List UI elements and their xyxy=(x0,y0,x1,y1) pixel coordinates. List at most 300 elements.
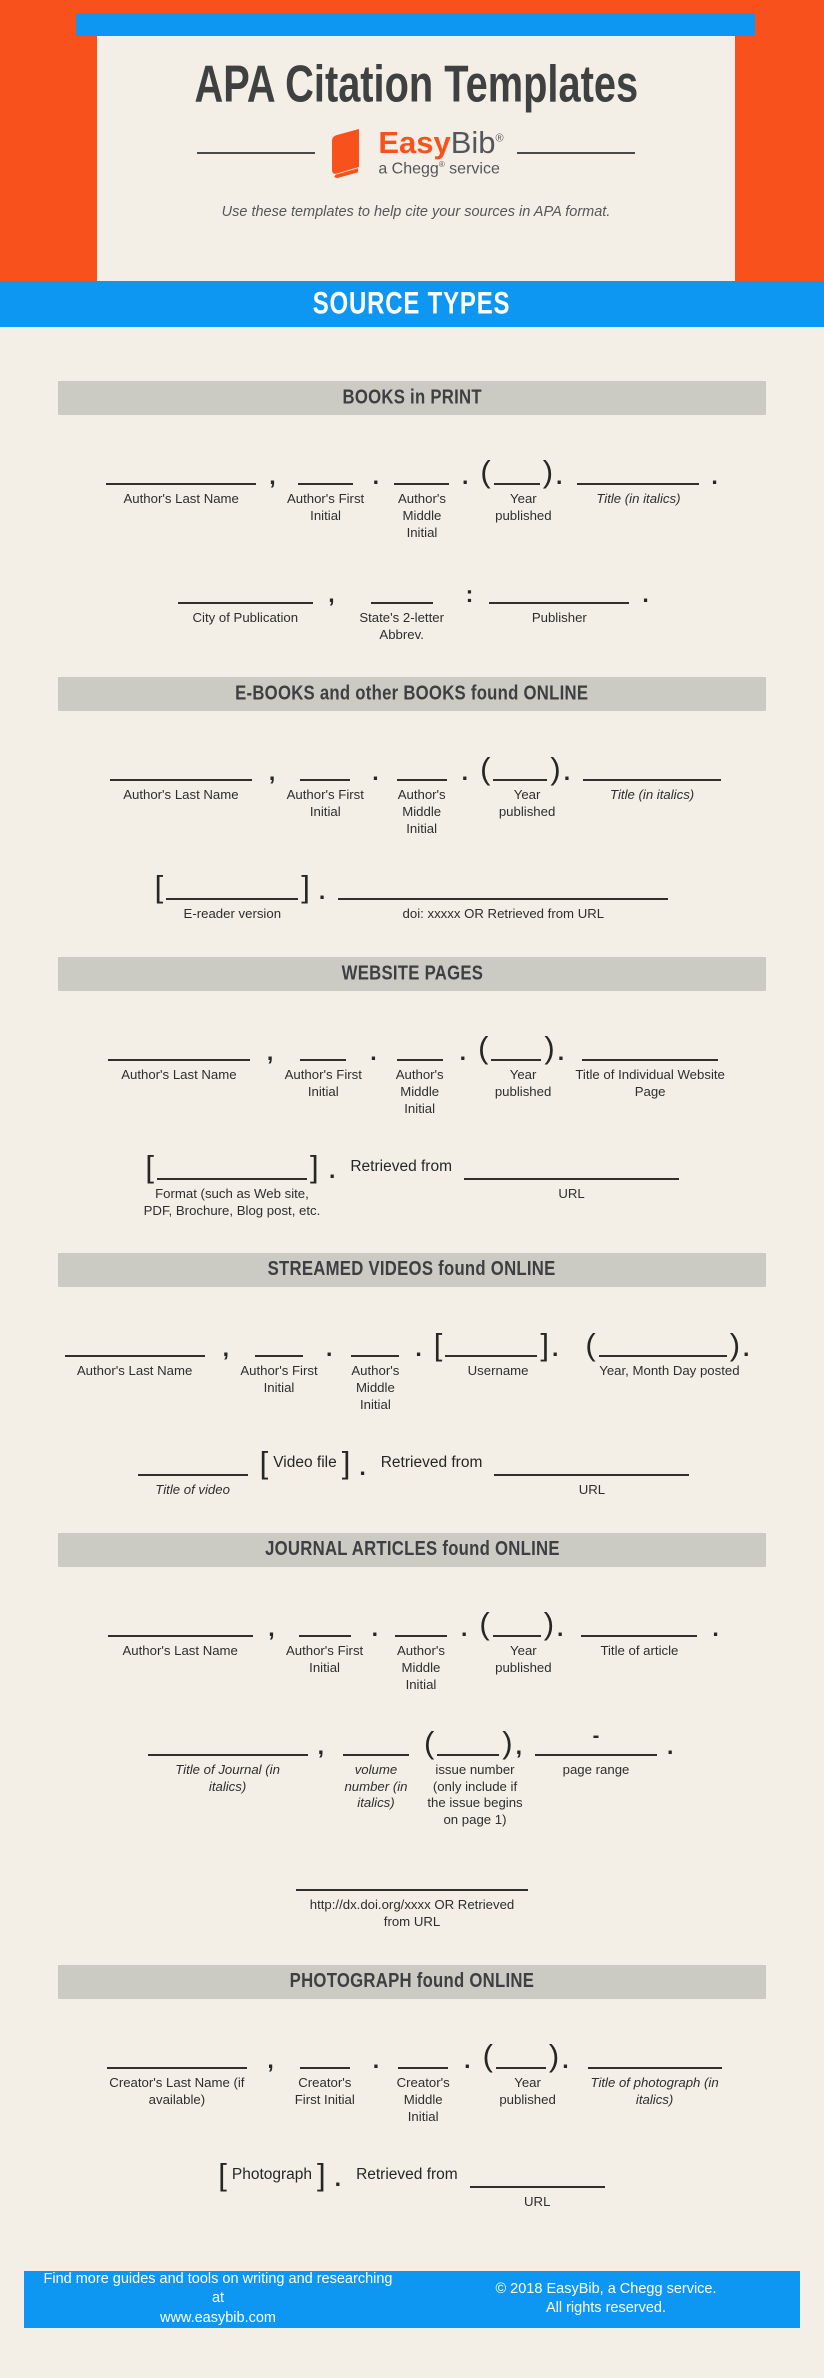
punctuation-mark: . xyxy=(460,1614,468,1641)
page-range-blank xyxy=(533,1726,659,1756)
inline-text: Video file xyxy=(273,1454,337,1472)
blank-line xyxy=(138,1474,248,1476)
bracket-glyph: ] xyxy=(309,1148,319,1184)
punctuation-mark: . xyxy=(642,581,649,608)
section-books-in-print xyxy=(58,381,766,643)
header xyxy=(0,0,824,281)
punctuation-mark: , xyxy=(267,2046,274,2073)
punctuation-mark: . xyxy=(372,462,379,489)
source-types-banner xyxy=(0,281,824,327)
template-field xyxy=(573,443,703,508)
footer-copyright: © 2018 EasyBib, a Chegg service. xyxy=(495,2280,717,2297)
template-field xyxy=(100,1595,260,1660)
field-label: URL xyxy=(578,1482,606,1498)
field-label: issue number (only include if the issue begins on page 1) xyxy=(427,1761,523,1828)
source-types-title: SOURCE TYPES xyxy=(313,286,511,321)
blank-line xyxy=(493,779,547,781)
citation-row xyxy=(58,858,766,923)
logo-bib: Bib xyxy=(450,125,496,160)
header-top-bar xyxy=(76,13,755,36)
blank-line xyxy=(343,1754,409,1756)
logo-subtitle-registered-mark: ® xyxy=(438,160,445,169)
field-label: Title of Individual Website Page xyxy=(575,1067,725,1099)
template-field xyxy=(286,739,364,821)
field-label: Title of photograph (in italics) xyxy=(590,2075,719,2107)
section-header-bar xyxy=(58,1533,766,1567)
punctuation-mark: , xyxy=(269,462,276,489)
punctuation xyxy=(326,562,339,608)
field-label: Author's First Initial xyxy=(286,787,364,820)
section-title: STREAMED VIDEOS found ONLINE xyxy=(268,1258,556,1281)
blank-line xyxy=(351,1355,399,1357)
template-field xyxy=(390,739,454,838)
blank-line xyxy=(397,1059,443,1061)
field-label: Year published xyxy=(499,2075,556,2107)
section-photograph-online xyxy=(58,1965,766,2211)
blank-line xyxy=(489,602,629,604)
punctuation-mark: . xyxy=(372,759,379,786)
punctuation-mark: . xyxy=(372,2046,380,2073)
punctuation xyxy=(371,2027,384,2073)
punctuation-mark: . xyxy=(415,1335,422,1362)
blank-line xyxy=(582,1059,718,1061)
template-field xyxy=(389,1595,453,1694)
section-title: JOURNAL ARTICLES found ONLINE xyxy=(264,1538,560,1561)
field-label: Author's Middle Initial xyxy=(395,1067,444,1116)
blank-line xyxy=(588,2067,722,2069)
blank-line xyxy=(300,2067,350,2069)
template-field xyxy=(287,443,365,525)
bracket-glyph: ( xyxy=(482,2038,493,2074)
citation-row xyxy=(58,443,766,542)
punctuation-mark: . xyxy=(461,759,469,786)
bracket-glyph: ] xyxy=(540,1326,550,1362)
punctuation xyxy=(327,1138,340,1184)
section-rows xyxy=(58,991,766,1219)
blank-line xyxy=(166,898,298,900)
template-field xyxy=(574,1595,704,1660)
citation-row xyxy=(58,1714,766,1830)
field-label: Author's Last Name xyxy=(123,491,239,506)
punctuation xyxy=(458,1019,471,1065)
sections-container xyxy=(0,327,824,2211)
field-label: Author's Last Name xyxy=(76,1363,193,1379)
punctuation xyxy=(462,2027,475,2073)
template-field xyxy=(581,739,723,804)
blank-line xyxy=(493,1635,541,1637)
punctuation-mark: . xyxy=(557,1038,565,1065)
citation-row xyxy=(58,1138,766,1220)
punctuation-mark: , xyxy=(317,1733,324,1760)
punctuation-mark: . xyxy=(743,1335,750,1362)
template-field xyxy=(101,443,261,508)
blank-line xyxy=(157,1178,307,1180)
punctuation xyxy=(413,1315,426,1362)
field-label: Year published xyxy=(498,787,556,820)
field-label: Creator's Last Name (if available) xyxy=(109,2075,245,2107)
field-label: Author's Last Name xyxy=(123,787,239,803)
blank-line xyxy=(494,1474,689,1476)
field-label: Creator's First Initial xyxy=(294,2075,355,2107)
bracket-glyph: [ xyxy=(433,1326,443,1362)
inline-text: Retrieved from xyxy=(356,2165,458,2183)
punctuation-mark: . xyxy=(562,2046,569,2073)
punctuation xyxy=(665,1714,678,1760)
template-field xyxy=(477,1019,569,1101)
template-field xyxy=(143,1138,321,1220)
template-field xyxy=(478,1595,568,1677)
citation-row xyxy=(58,1849,766,1931)
punctuation-mark: . xyxy=(325,1335,333,1362)
template-field xyxy=(377,1434,487,1476)
blank-line xyxy=(65,1355,205,1357)
blank-line xyxy=(300,1059,346,1061)
bracket-glyph: ) xyxy=(550,750,561,786)
section-title: PHOTOGRAPH found ONLINE xyxy=(289,1970,535,1993)
template-field xyxy=(133,1434,253,1499)
bracket-glyph: [ xyxy=(145,1148,154,1184)
template-field xyxy=(284,1019,362,1101)
template-field xyxy=(286,1595,364,1677)
punctuation-mark: . xyxy=(334,2165,342,2192)
template-field xyxy=(336,858,670,923)
blank-line xyxy=(535,1754,657,1756)
punctuation-mark: . xyxy=(563,759,571,786)
bracket-glyph: ) xyxy=(543,1606,555,1642)
section-journal-articles xyxy=(58,1533,766,1931)
template-field xyxy=(580,2027,730,2109)
template-field xyxy=(343,1315,407,1414)
blank-line xyxy=(299,1635,351,1637)
template-field xyxy=(285,2027,365,2109)
punctuation xyxy=(221,1315,234,1362)
punctuation xyxy=(710,1595,723,1641)
blank-line xyxy=(581,1635,697,1637)
blank-line xyxy=(108,1635,253,1637)
footer-right-text xyxy=(412,2280,800,2319)
field-label: Title of article xyxy=(600,1643,679,1659)
punctuation xyxy=(357,1434,370,1480)
field-label: Format (such as Web site, PDF, Brochure, Blog post, etc. xyxy=(143,1185,321,1218)
section-header-bar xyxy=(58,677,766,711)
template-field xyxy=(479,443,567,525)
blank-line xyxy=(464,1178,679,1180)
template-field xyxy=(533,1714,659,1779)
easybib-book-icon xyxy=(328,128,365,178)
field-label: doi: xxxxx OR Retrieved from URL xyxy=(402,906,605,922)
logo-right-rule xyxy=(517,152,635,154)
logo-registered-mark: ® xyxy=(495,132,504,145)
punctuation-mark: . xyxy=(667,1733,674,1760)
blank-line xyxy=(496,2067,546,2069)
citation-row xyxy=(58,2146,766,2211)
template-field xyxy=(352,2146,462,2188)
field-label: Author's First Initial xyxy=(240,1363,318,1396)
punctuation xyxy=(460,739,473,786)
bracket-glyph: ) xyxy=(544,1030,555,1066)
page-title: APA Citation Templates xyxy=(194,54,638,113)
section-streamed-videos xyxy=(58,1253,766,1499)
bracket-glyph: ] xyxy=(301,869,310,905)
blank-line xyxy=(494,483,540,485)
field-label: E-reader version xyxy=(183,906,282,922)
punctuation-mark: . xyxy=(328,1157,336,1184)
punctuation xyxy=(266,1595,279,1641)
field-label: Author's Last Name xyxy=(121,1067,237,1083)
punctuation-mark: , xyxy=(328,581,335,608)
punctuation-mark: , xyxy=(266,1038,274,1065)
footer-bar xyxy=(24,2271,800,2328)
punctuation xyxy=(459,1595,472,1641)
bracket-glyph: ] xyxy=(341,1445,351,1481)
field-label: Title of Journal (in italics) xyxy=(175,1761,280,1794)
punctuation-mark: : xyxy=(465,581,474,608)
section-rows xyxy=(58,1287,766,1499)
easybib-logo xyxy=(197,127,634,178)
blank-line xyxy=(491,1059,541,1061)
punctuation-mark: . xyxy=(556,462,563,489)
bracket-glyph: ( xyxy=(480,454,491,490)
header-panel xyxy=(97,36,735,281)
bracket-glyph: ( xyxy=(480,750,491,786)
template-field xyxy=(346,1138,456,1180)
blank-line xyxy=(395,1635,447,1637)
template-field xyxy=(217,2146,326,2192)
punctuation xyxy=(265,1019,278,1065)
inline-text: Retrieved from xyxy=(380,1454,483,1472)
footer xyxy=(0,2245,824,2378)
punctuation-mark: , xyxy=(268,1614,275,1641)
punctuation xyxy=(267,739,280,786)
field-label: Author's First Initial xyxy=(286,491,365,523)
footer-spacer xyxy=(24,2328,800,2378)
blank-line xyxy=(338,898,668,900)
field-label: volume number (in italics) xyxy=(344,1761,408,1811)
field-label: Username xyxy=(467,1363,529,1379)
bracket-glyph: ) xyxy=(548,2038,560,2074)
citation-row xyxy=(58,739,766,838)
citation-row xyxy=(58,1019,766,1118)
template-field xyxy=(294,1849,530,1931)
section-header-bar xyxy=(58,381,766,415)
logo-subtitle-pre: a Chegg xyxy=(378,160,439,178)
template-field xyxy=(569,1315,769,1380)
template-field xyxy=(482,2027,574,2109)
template-field xyxy=(99,1019,259,1084)
punctuation-mark: . xyxy=(370,1038,377,1065)
punctuation xyxy=(370,1595,383,1641)
citation-row xyxy=(58,1434,766,1499)
field-label: Author's First Initial xyxy=(285,1643,364,1675)
template-field xyxy=(240,1315,318,1397)
citation-row xyxy=(58,1315,766,1414)
punctuation xyxy=(317,858,330,904)
citation-row xyxy=(58,2027,766,2126)
field-label: Author's Middle Initial xyxy=(397,787,446,837)
template-field xyxy=(101,739,261,804)
template-field xyxy=(390,2027,456,2126)
blank-line xyxy=(599,1355,727,1357)
bracket-glyph: ] xyxy=(317,2156,326,2192)
blank-line xyxy=(394,483,449,485)
field-label: State's 2-letter Abbrev. xyxy=(359,609,444,642)
blank-line xyxy=(106,483,256,485)
bracket-glyph: ( xyxy=(423,1724,435,1760)
punctuation-mark: . xyxy=(552,1335,559,1362)
punctuation-mark: . xyxy=(711,462,718,489)
punctuation-mark: . xyxy=(359,1453,366,1480)
punctuation-mark: . xyxy=(557,1614,564,1641)
punctuation-mark: . xyxy=(712,1614,719,1641)
blank-line xyxy=(397,779,447,781)
punctuation-mark: . xyxy=(464,2046,471,2073)
template-field xyxy=(390,443,454,542)
blank-line xyxy=(437,1754,499,1756)
punctuation-mark: . xyxy=(461,462,469,489)
field-label: Year published xyxy=(494,1067,552,1099)
template-field xyxy=(154,858,311,923)
bracket-glyph: [ xyxy=(259,1445,269,1481)
bracket-glyph: [ xyxy=(218,2156,227,2192)
punctuation-mark: . xyxy=(459,1038,467,1065)
template-field xyxy=(462,1138,681,1203)
punctuation xyxy=(370,739,383,786)
field-label: Title (in italics) xyxy=(610,787,695,803)
field-label: Author's Middle Initial xyxy=(396,1643,445,1692)
template-field xyxy=(468,2146,607,2211)
blank-line xyxy=(398,2067,448,2069)
logo-left-rule xyxy=(197,152,315,154)
blank-line xyxy=(445,1355,537,1357)
footer-easybib-url: www.easybib.com xyxy=(159,2309,277,2326)
section-website-pages xyxy=(58,957,766,1219)
section-header-bar xyxy=(58,957,766,991)
punctuation xyxy=(267,443,280,489)
blank-line xyxy=(577,483,699,485)
template-field xyxy=(575,1019,725,1101)
section-title: WEBSITE PAGES xyxy=(341,962,483,985)
section-header-bar xyxy=(58,1253,766,1287)
bracket-glyph: ) xyxy=(502,1724,513,1760)
logo-easy: Easy xyxy=(378,125,451,160)
field-label: Author's First Initial xyxy=(284,1067,362,1099)
section-ebooks-online xyxy=(58,677,766,923)
bracket-glyph: ) xyxy=(542,454,554,490)
footer-left-line1: Find more guides and tools on writing and researching at xyxy=(43,2270,393,2307)
template-field xyxy=(259,1434,352,1481)
blank-line xyxy=(296,1889,528,1891)
punctuation-mark: , xyxy=(268,759,276,786)
bracket-glyph: ( xyxy=(478,1030,489,1066)
punctuation xyxy=(316,1714,329,1760)
section-rows xyxy=(58,1567,766,1931)
blank-line xyxy=(108,1059,250,1061)
template-field xyxy=(146,1714,310,1796)
field-label: URL xyxy=(558,1185,585,1201)
punctuation-mark: . xyxy=(371,1614,378,1641)
bracket-glyph: ( xyxy=(585,1326,596,1362)
tagline: Use these templates to help cite your sources in APA format. xyxy=(221,204,611,221)
field-label: Author's Middle Initial xyxy=(397,491,446,540)
field-label: Title (in italics) xyxy=(596,491,681,506)
blank-line xyxy=(255,1355,303,1357)
punctuation xyxy=(333,2146,346,2192)
easybib-wordmark xyxy=(378,127,503,178)
punctuation-mark: , xyxy=(222,1335,229,1362)
template-field xyxy=(170,562,320,627)
template-field xyxy=(335,1714,417,1813)
field-label: Publisher xyxy=(531,609,587,625)
citation-row xyxy=(58,562,766,644)
punctuation xyxy=(640,562,653,608)
section-rows xyxy=(58,711,766,923)
blank-line xyxy=(298,483,353,485)
field-label: Title of video xyxy=(155,1482,230,1498)
blank-line xyxy=(470,2186,605,2188)
inline-text: Retrieved from xyxy=(350,1157,453,1175)
bracket-glyph: ( xyxy=(479,1606,490,1642)
punctuation xyxy=(368,1019,381,1065)
inline-text: Photograph xyxy=(231,2165,313,2183)
template-field xyxy=(55,1315,215,1380)
field-label: Creator's Middle Initial xyxy=(396,2075,450,2124)
template-field xyxy=(94,2027,259,2109)
field-label: http://dx.doi.org/xxxx OR Retrieved from URL xyxy=(309,1897,515,1930)
field-label: Author's Middle Initial xyxy=(351,1363,400,1413)
template-field xyxy=(484,562,634,627)
logo-subtitle-post: service xyxy=(444,160,500,178)
punctuation xyxy=(709,443,722,489)
blank-line xyxy=(110,779,252,781)
field-label: Year, Month Day posted xyxy=(599,1363,740,1379)
blank-line xyxy=(107,2067,247,2069)
punctuation xyxy=(371,443,384,489)
template-field xyxy=(388,1019,452,1118)
section-rows xyxy=(58,415,766,643)
template-field xyxy=(423,1714,527,1830)
blank-line xyxy=(178,602,313,604)
bracket-glyph: ) xyxy=(729,1326,741,1362)
section-title: E-BOOKS and other BOOKS found ONLINE xyxy=(235,682,589,705)
punctuation-mark: . xyxy=(318,877,326,904)
template-field xyxy=(479,739,575,821)
footer-rights: All rights reserved. xyxy=(545,2300,667,2317)
bracket-glyph: [ xyxy=(154,869,164,905)
template-field xyxy=(433,1315,564,1380)
field-label: Year published xyxy=(495,1643,552,1675)
punctuation xyxy=(324,1315,337,1362)
punctuation xyxy=(460,443,473,489)
section-rows xyxy=(58,1999,766,2211)
hyphen: - xyxy=(592,1724,600,1747)
section-header-bar xyxy=(58,1965,766,1999)
footer-left-text xyxy=(24,2270,412,2329)
section-title: BOOKS in PRINT xyxy=(342,386,482,409)
template-field xyxy=(492,1434,691,1499)
field-label: Year published xyxy=(495,491,552,523)
blank-line xyxy=(583,779,721,781)
field-label: City of Publication xyxy=(192,609,299,625)
field-label: Author's Last Name xyxy=(122,1643,238,1659)
template-field xyxy=(346,562,458,644)
blank-line xyxy=(148,1754,308,1756)
punctuation-mark: , xyxy=(515,1733,523,1760)
blank-line xyxy=(300,779,350,781)
field-label: URL xyxy=(524,2193,551,2209)
punctuation xyxy=(464,562,479,608)
punctuation xyxy=(265,2027,278,2073)
blank-line xyxy=(371,602,433,604)
